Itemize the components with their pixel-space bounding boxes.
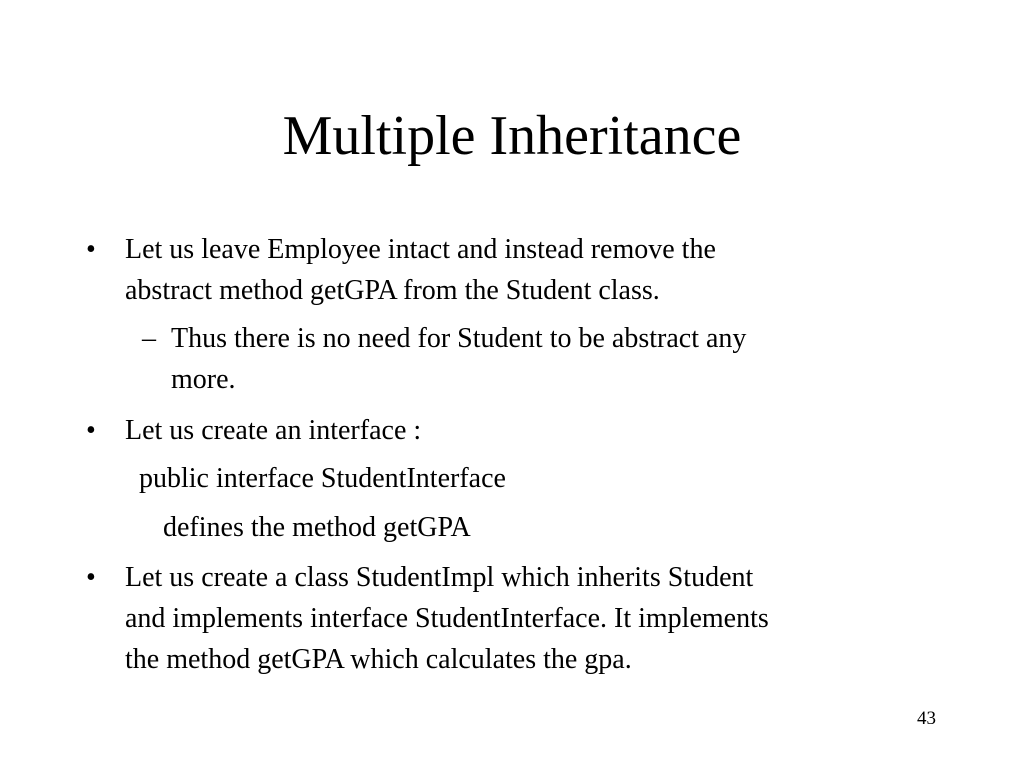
code-line-2: defines the method getGPA <box>163 512 471 543</box>
code-line-1: public interface StudentInterface <box>139 463 506 494</box>
bullet-2-line-1: Let us create an interface : <box>125 415 422 446</box>
bullet-3-line-3: the method getGPA which calculates the gpa. <box>125 644 632 675</box>
sub-bullet-1-line-1: Thus there is no need for Student to be abstract any <box>171 323 747 354</box>
bullet-marker: • <box>86 234 96 265</box>
sub-bullet-marker: – <box>142 323 156 354</box>
bullet-3-line-2: and implements interface StudentInterface. It implements <box>125 603 769 634</box>
page-number: 43 <box>917 708 936 729</box>
bullet-1-line-1: Let us leave Employee intact and instead remove the <box>125 234 716 265</box>
bullet-marker: • <box>86 562 96 593</box>
bullet-marker: • <box>86 415 96 446</box>
sub-bullet-1-line-2: more. <box>171 364 236 395</box>
bullet-1-line-2: abstract method getGPA from the Student class. <box>125 275 660 306</box>
bullet-3-line-1: Let us create a class StudentImpl which inherits Student <box>125 562 754 593</box>
slide-title: Multiple Inheritance <box>282 105 742 167</box>
